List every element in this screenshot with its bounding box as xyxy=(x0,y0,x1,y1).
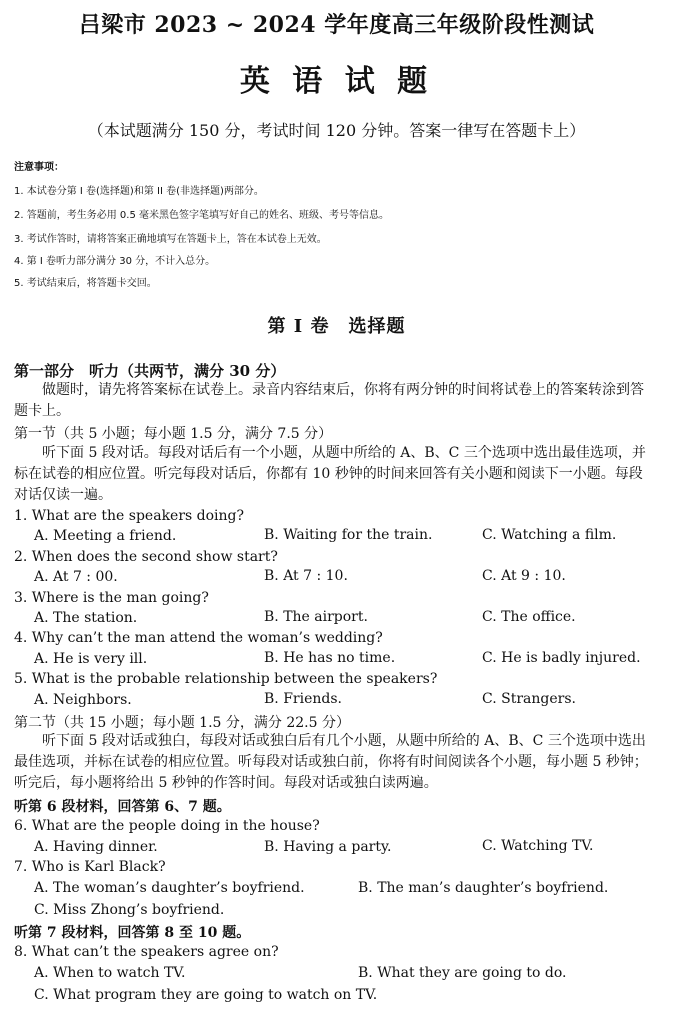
volume-title: 第 I 卷 选择题 xyxy=(267,316,406,337)
option-c: C. Watching a film. xyxy=(482,527,617,543)
option-b: B. Waiting for the train. xyxy=(264,527,433,543)
part1-heading: 第一部分 听力（共两节，满分 30 分） xyxy=(14,362,286,380)
question: 4. Why can’t the man attend the woman’s wedding? xyxy=(14,630,383,646)
option-c: C. Watching TV. xyxy=(482,838,594,854)
note-item: 1. 本试卷分第 I 卷(选择题)和第 II 卷(非选择题)两部分。 xyxy=(14,186,264,197)
subject-title: 英 语 试 题 xyxy=(239,64,434,99)
option-a: A. He is very ill. xyxy=(34,651,148,667)
question: 2. When does the second show start? xyxy=(14,549,278,565)
option-c: C. What program they are going to watch on TV. xyxy=(34,987,378,1003)
option-b: B. The airport. xyxy=(264,609,368,625)
material-6-heading: 听第 6 段材料，回答第 6、7 题。 xyxy=(14,799,231,815)
option-b: B. The man’s daughter’s boyfriend. xyxy=(358,880,609,896)
note-item: 2. 答题前，考生务必用 0.5 毫米黑色签字笔填写好自己的姓名、班级、考号等信息。 xyxy=(14,210,389,221)
option-c: C. He is badly injured. xyxy=(482,650,641,666)
question: 6. What are the people doing in the house? xyxy=(14,818,320,834)
section2-heading: 第二节（共 15 小题；每小题 1.5 分，满分 22.5 分） xyxy=(14,715,350,731)
option-c: C. Strangers. xyxy=(482,691,576,707)
option-b: B. What they are going to do. xyxy=(358,965,567,981)
option-b: B. He has no time. xyxy=(264,650,396,666)
section1-intro: 听下面 5 段对话。每段对话后有一个小题，从题中所给的 A、B、C 三个选项中选出最佳选项，并标在试卷的相应位置。听完每段对话后，你都有 10 秒钟的时间来回答有关小题和阅读下一小题。每段对话仅读一遍。 xyxy=(14,445,646,503)
option-c: C. Miss Zhong’s boyfriend. xyxy=(34,902,225,918)
section1-heading: 第一节（共 5 小题；每小题 1.5 分，满分 7.5 分） xyxy=(14,426,333,442)
option-a: A. The woman’s daughter’s boyfriend. xyxy=(34,880,305,896)
section2-intro: 听下面 5 段对话或独白，每段对话或独白后有几个小题，从题中所给的 A、B、C 三个选项中选出最佳选项，并标在试卷的相应位置。听每段对话或独白前，你将有时间阅读各个小题，每小题 5 秒钟；听完后，每小题将给出 5 秒钟的作答时间。每段对话或独白读两遍。 xyxy=(14,733,648,791)
note-item: 3. 考试作答时，请将答案正确地填写在答题卡上，答在本试卷上无效。 xyxy=(14,234,327,245)
question: 3. Where is the man going? xyxy=(14,590,209,606)
option-a: A. Neighbors. xyxy=(34,692,132,708)
option-c: C. The office. xyxy=(482,609,576,625)
option-b: B. Friends. xyxy=(264,691,342,707)
question: 7. Who is Karl Black? xyxy=(14,859,166,875)
part1-intro: 做题时，请先将答案标在试卷上。录音内容结束后，你将有两分钟的时间将试卷上的答案转涂到答题卡上。 xyxy=(14,382,644,419)
option-a: A. Meeting a friend. xyxy=(34,528,177,544)
question: 8. What can’t the speakers agree on? xyxy=(14,944,279,960)
question: 1. What are the speakers doing? xyxy=(14,508,245,524)
exam-subtitle: （本试题满分 150 分，考试时间 120 分钟。答案一律写在答题卡上） xyxy=(87,121,586,140)
material-7-heading: 听第 7 段材料，回答第 8 至 10 题。 xyxy=(14,925,251,941)
note-item: 4. 第 I 卷听力部分满分 30 分，不计入总分。 xyxy=(14,256,216,267)
option-b: B. Having a party. xyxy=(264,839,392,855)
exam-title: 吕梁市 2023 ~ 2024 学年度高三年级阶段性测试 xyxy=(78,12,595,38)
option-a: A. When to watch TV. xyxy=(34,965,186,981)
option-a: A. The station. xyxy=(34,610,138,626)
option-c: C. At 9 : 10. xyxy=(482,568,566,584)
option-a: A. Having dinner. xyxy=(34,839,158,855)
notes-heading: 注意事项： xyxy=(14,162,64,173)
option-b: B. At 7 : 10. xyxy=(264,568,348,584)
note-item: 5. 考试结束后，将答题卡交回。 xyxy=(14,278,157,289)
option-a: A. At 7 : 00. xyxy=(34,569,118,585)
question: 5. What is the probable relationship between the speakers? xyxy=(14,671,438,687)
